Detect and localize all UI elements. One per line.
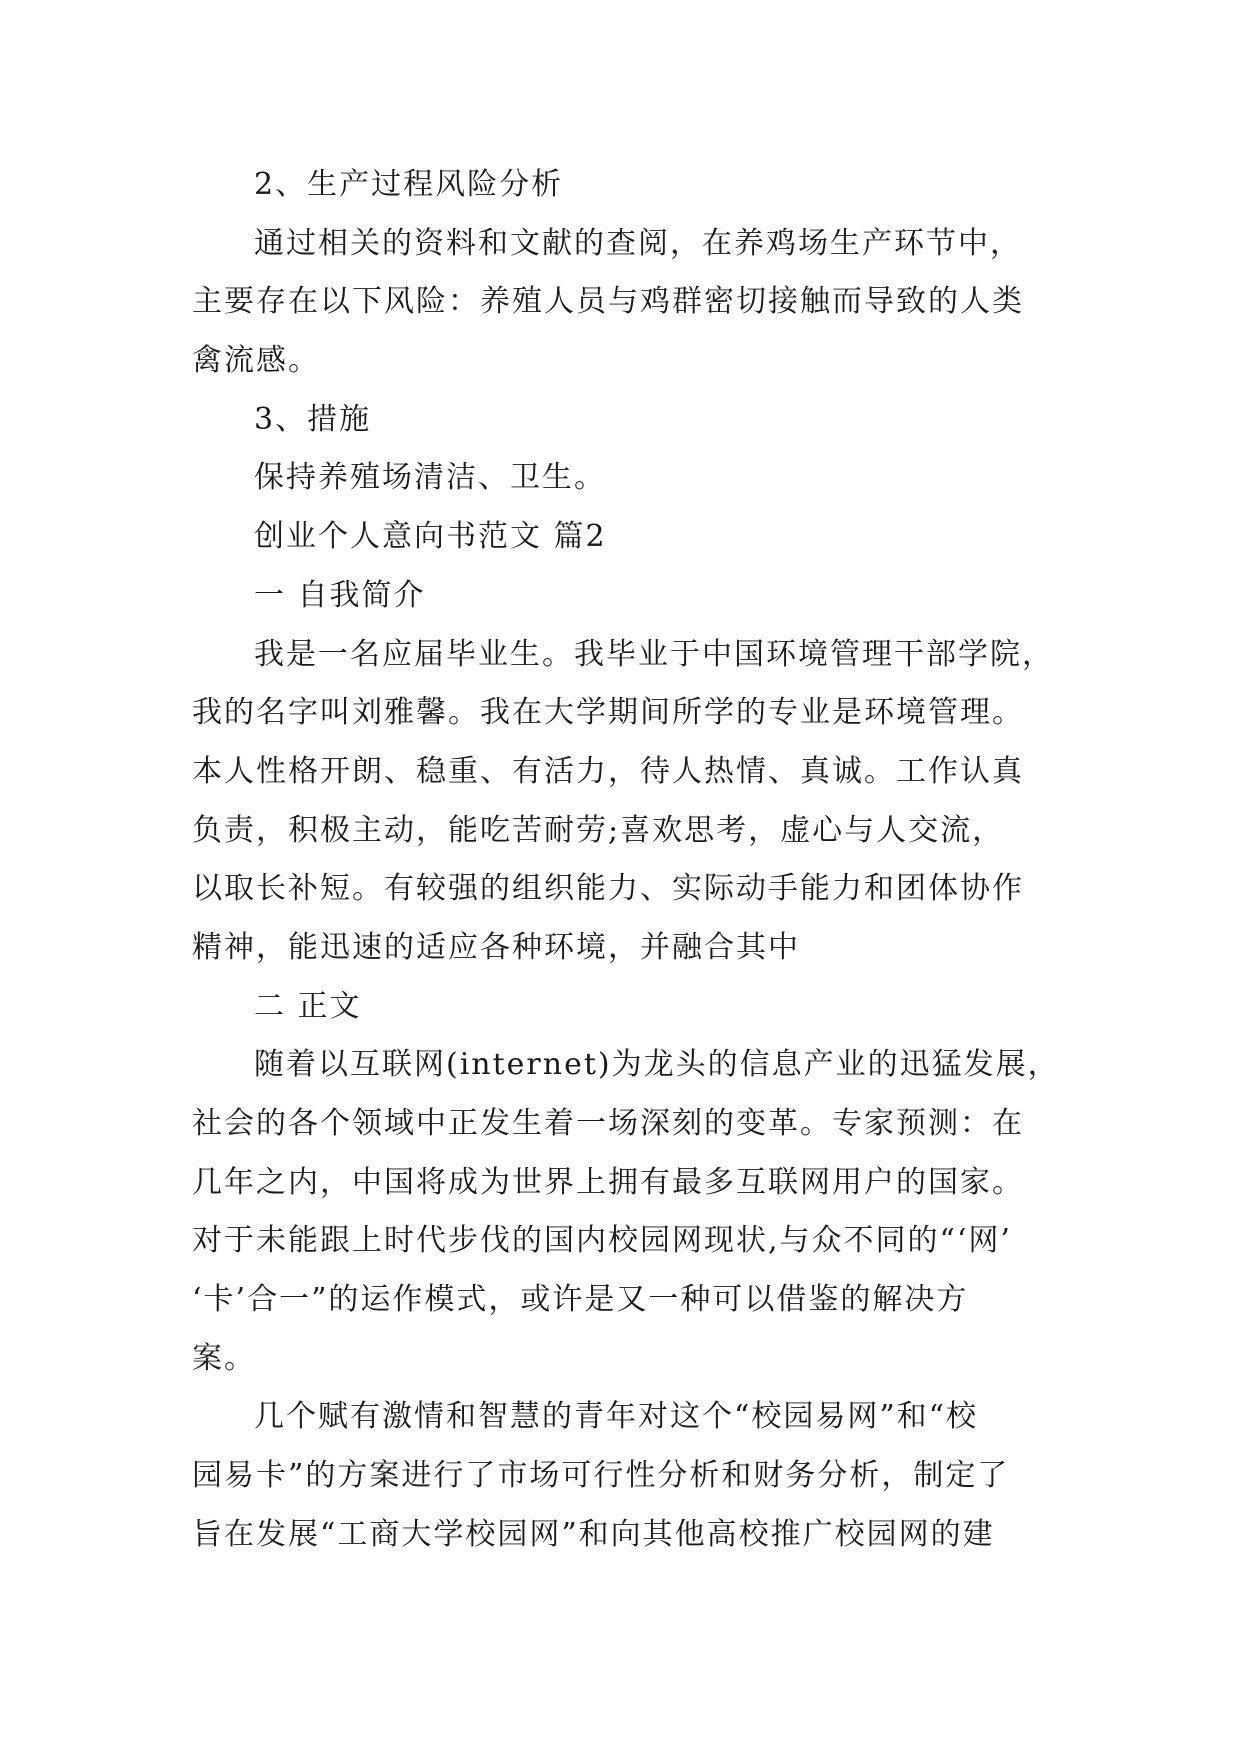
paragraph-line: 负责，积极主动，能吃苦耐劳;喜欢思考，虚心与人交流，	[192, 812, 1005, 848]
section-heading-risk-analysis: 2、生产过程风险分析	[254, 167, 564, 202]
paragraph-line: 社会的各个领域中正发生着一场深刻的变革。专家预测：在	[192, 1106, 1024, 1141]
paragraph-line: 我的名字叫刘雅馨。我在大学期间所学的专业是环境管理。	[192, 695, 1024, 731]
paragraph-line: 对于未能跟上时代步伐的国内校园网现状,与众不同的“‘网’	[192, 1223, 1012, 1259]
paragraph-line: 几个赋有激情和智慧的青年对这个“校园易网”和“校	[254, 1399, 979, 1435]
paragraph-line: 禽流感。	[192, 343, 320, 379]
paragraph-line: 主要存在以下风险：养殖人员与鸡群密切接触而导致的人类	[192, 284, 1024, 320]
article-title: 创业个人意向书范文 篇2	[254, 519, 607, 555]
section-heading-self-intro: 一 自我简介	[254, 577, 426, 613]
section-heading-main-text: 二 正文	[254, 988, 362, 1024]
paragraph-line: 通过相关的资料和文献的查阅，在养鸡场生产环节中，	[254, 225, 1022, 261]
section-heading-measures: 3、措施	[254, 401, 372, 437]
paragraph-line: ‘卡’合一”的运作模式，或许是又一种可以借鉴的解决方	[192, 1282, 969, 1318]
paragraph-line: 园易卡”的方案进行了市场可行性分析和财务分析，制定了	[192, 1458, 1010, 1494]
paragraph-line: 我是一名应届毕业生。我毕业于中国环境管理干部学院，	[254, 636, 1054, 672]
paragraph-line: 保持养殖场清洁、卫生。	[254, 460, 606, 496]
paragraph-line: 随着以互联网(internet)为龙头的信息产业的迅猛发展，	[254, 1047, 1060, 1083]
paragraph-line: 几年之内，中国将成为世界上拥有最多互联网用户的国家。	[192, 1164, 1024, 1200]
paragraph-line: 精神，能迅速的适应各种环境，并融合其中	[192, 929, 800, 965]
document-body	[192, 156, 1067, 1565]
paragraph-line: 案。	[192, 1340, 256, 1376]
paragraph-line: 旨在发展“工商大学校园网”和向其他高校推广校园网的建	[192, 1516, 995, 1552]
paragraph-line: 本人性格开朗、稳重、有活力，待人热情、真诚。工作认真	[192, 753, 1024, 789]
paragraph-line: 以取长补短。有较强的组织能力、实际动手能力和团体协作	[192, 871, 1024, 907]
